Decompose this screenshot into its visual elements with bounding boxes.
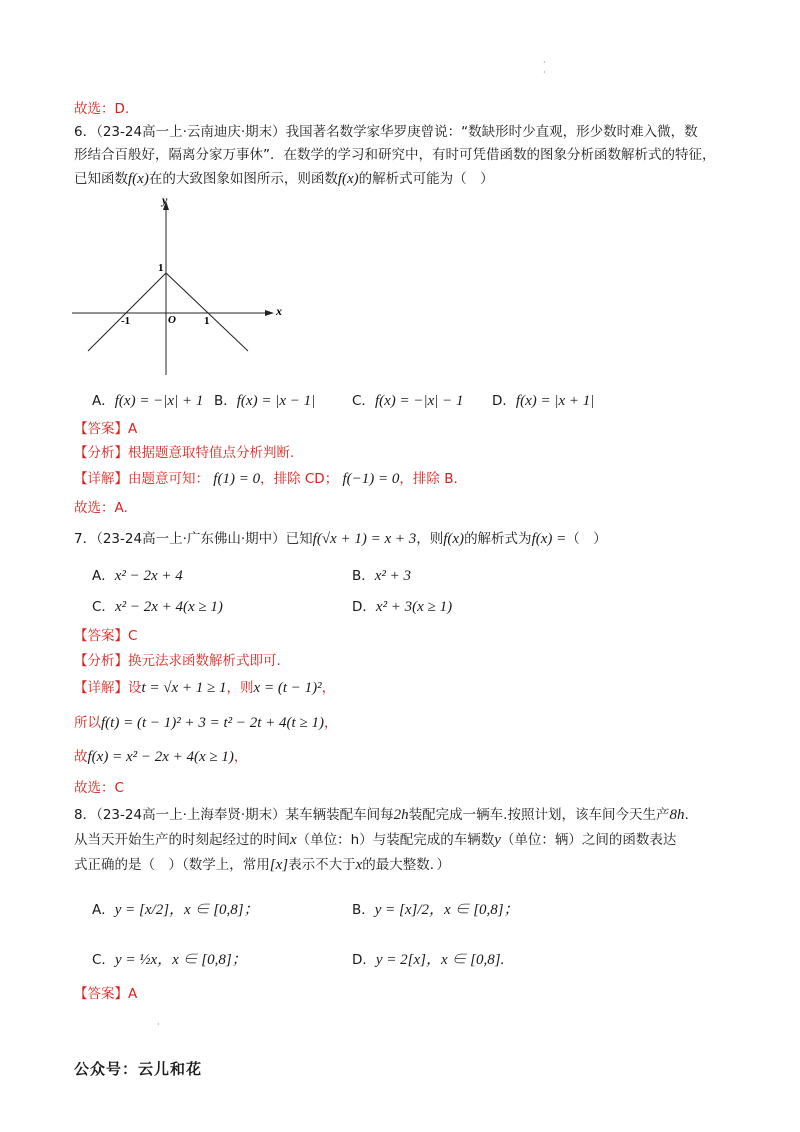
text: 【详解】 bbox=[74, 471, 128, 487]
math: f(x) = |x + 1| bbox=[515, 393, 595, 409]
x-axis-arrow bbox=[265, 310, 274, 316]
text: A． bbox=[92, 902, 115, 918]
math: t = √x + 1 ≥ 1 bbox=[141, 680, 227, 696]
text: 设 bbox=[128, 680, 142, 696]
math: x² + 3 bbox=[374, 568, 412, 584]
math: 8h bbox=[669, 807, 685, 823]
text: 由题意可知： bbox=[128, 471, 209, 487]
q6-detail bbox=[74, 467, 458, 488]
text: ，则 bbox=[226, 680, 254, 696]
text: ， bbox=[321, 680, 336, 696]
q8-option-d bbox=[352, 948, 504, 969]
math: 2h bbox=[393, 807, 409, 823]
text: B． bbox=[352, 902, 375, 918]
math: y bbox=[494, 832, 501, 848]
text: ，排除 CD； bbox=[260, 471, 339, 487]
text: 【答案】 bbox=[74, 986, 128, 1002]
math: x² − 2x + 4(x ≥ 1) bbox=[114, 599, 223, 615]
text: C． bbox=[92, 952, 115, 968]
q7-analysis bbox=[74, 649, 281, 669]
math: x bbox=[290, 832, 297, 848]
math: f(x) bbox=[337, 171, 359, 187]
text: 换元法求函数解析式即可. bbox=[128, 653, 281, 669]
q8-option-c bbox=[92, 948, 247, 969]
q8-option-a bbox=[92, 898, 259, 919]
text: 7．（23-24高一上·广东佛山·期中）已知 bbox=[74, 531, 313, 547]
text: B． bbox=[352, 568, 375, 584]
math: x² + 3(x ≥ 1) bbox=[375, 599, 453, 615]
function-graph bbox=[70, 195, 285, 380]
math: x = (t − 1)² bbox=[253, 680, 322, 696]
text: 的解析式可能为（ ） bbox=[358, 171, 494, 187]
q6-analysis bbox=[74, 441, 294, 461]
q7-option-d bbox=[352, 595, 452, 616]
text: 从当天开始生产的时刻起经过的时间 bbox=[74, 832, 290, 848]
q7-stem bbox=[74, 527, 607, 548]
text: 8．（23-24高一上·上海奉贤·期末）某车辆装配车间每 bbox=[74, 807, 394, 823]
q7-detail-line-3 bbox=[74, 745, 247, 766]
tick-neg1: -1 bbox=[121, 315, 131, 327]
math: f(x) = −|x| + 1 bbox=[114, 393, 204, 409]
text: C bbox=[128, 628, 138, 644]
text: 式正确的是（ ）（数学上，常用 bbox=[74, 857, 270, 873]
text: B． bbox=[214, 393, 237, 409]
text: ，排除 B. bbox=[399, 471, 458, 487]
text: （单位：辆）之间的函数表达 bbox=[500, 832, 677, 848]
prev-conclusion: 故选：D. bbox=[74, 101, 130, 117]
text: ， bbox=[233, 749, 248, 765]
text: （单位：h）与装配完成的车辆数 bbox=[296, 832, 495, 848]
text: 的最大整数．） bbox=[362, 857, 451, 873]
q8-answer bbox=[74, 982, 137, 1002]
origin-label: O bbox=[168, 314, 176, 326]
math: f(x) = x² − 2x + 4(x ≥ 1) bbox=[87, 749, 234, 765]
math: f(x) = −|x| − 1 bbox=[374, 393, 464, 409]
text: 在的大致图象如图所示，则函数 bbox=[148, 171, 338, 187]
q6-answer bbox=[74, 417, 137, 437]
text: C． bbox=[352, 393, 375, 409]
q8-stem-line-2 bbox=[74, 828, 676, 849]
text: 所以 bbox=[74, 715, 101, 731]
math: f(√x + 1) = x + 3 bbox=[312, 531, 417, 547]
math: f(−1) = 0 bbox=[342, 471, 400, 487]
math: [x] bbox=[269, 857, 289, 873]
text: 【答案】 bbox=[74, 628, 128, 644]
q6-stem-line-3 bbox=[74, 167, 494, 188]
text: 根据题意取特值点分析判断. bbox=[128, 445, 295, 461]
function-curve bbox=[88, 273, 248, 351]
math: y = [x]/2，x ∈ [0,8]； bbox=[374, 902, 519, 918]
tick-1-y: 1 bbox=[158, 262, 164, 274]
text: D． bbox=[352, 952, 376, 968]
q6-conclusion: 故选：A. bbox=[74, 500, 128, 516]
math: f(x) = |x − 1| bbox=[236, 393, 316, 409]
math: f(x) = bbox=[531, 531, 567, 547]
math: f(1) = 0 bbox=[213, 471, 261, 487]
text: A． bbox=[92, 568, 115, 584]
footer-account: 公众号：云儿和花 bbox=[74, 1060, 203, 1078]
q6-stem-line-1: 6．（23-24高一上·云南迪庆·期末）我国著名数学家华罗庚曾说：“数缺形时少直观，形少数时难入微，数 bbox=[74, 124, 698, 140]
q8-stem-line-3 bbox=[74, 853, 450, 874]
q6-option-d bbox=[492, 389, 594, 410]
text: 已知函数 bbox=[74, 171, 128, 187]
q6-option-c bbox=[352, 389, 464, 410]
q6-option-b bbox=[214, 389, 315, 410]
text: 装配完成一辆车.按照计划，该车间今天生产 bbox=[408, 807, 670, 823]
math: f(x) bbox=[128, 171, 149, 187]
text: A bbox=[128, 986, 138, 1002]
math: y = [x/2]，x ∈ [0,8]； bbox=[114, 902, 259, 918]
text: A． bbox=[92, 393, 115, 409]
q7-option-b bbox=[352, 564, 411, 585]
q7-conclusion: 故选：C bbox=[74, 780, 124, 796]
text: C． bbox=[92, 599, 115, 615]
math: x bbox=[355, 857, 363, 873]
text: D． bbox=[492, 393, 516, 409]
text: ，则 bbox=[416, 531, 444, 547]
x-axis-label: x bbox=[276, 304, 282, 318]
math: f(x) bbox=[443, 531, 465, 547]
math: x² − 2x + 4 bbox=[114, 568, 183, 584]
q6-stem-line-2: 形结合百般好，隔离分家万事休”．在数学的学习和研究中，有时可凭借函数的图象分析函数解析式的特征， bbox=[74, 147, 716, 163]
text: 表示不大于 bbox=[288, 857, 356, 873]
q7-option-a bbox=[92, 564, 183, 585]
text: ， bbox=[323, 715, 338, 731]
math: y = ½x，x ∈ [0,8]； bbox=[114, 952, 247, 968]
text: 【分析】 bbox=[74, 445, 128, 461]
q8-stem-line-1 bbox=[74, 803, 689, 824]
text: 【答案】 bbox=[74, 421, 128, 437]
math: y = 2[x]，x ∈ [0,8]. bbox=[375, 952, 505, 968]
text: D． bbox=[352, 599, 376, 615]
q7-answer bbox=[74, 624, 137, 644]
text: （ ） bbox=[566, 531, 607, 547]
y-axis-label: y bbox=[162, 195, 168, 207]
text: . bbox=[684, 807, 689, 823]
text: 【详解】 bbox=[74, 680, 128, 696]
q7-detail bbox=[74, 676, 335, 697]
q6-option-a bbox=[92, 389, 203, 410]
text: 故 bbox=[74, 749, 88, 765]
stray-dot: · bbox=[543, 68, 546, 77]
stray-dot: · bbox=[543, 58, 546, 67]
text: 【分析】 bbox=[74, 653, 128, 669]
stray-dot: · bbox=[157, 1020, 160, 1029]
text: 的解析式为 bbox=[464, 531, 532, 547]
text: A bbox=[128, 421, 138, 437]
q7-detail-line-2 bbox=[74, 711, 337, 732]
tick-1-x: 1 bbox=[204, 315, 210, 327]
math: f(t) = (t − 1)² + 3 = t² − 2t + 4(t ≥ 1) bbox=[101, 715, 324, 731]
q7-option-c bbox=[92, 595, 223, 616]
q8-option-b bbox=[352, 898, 519, 919]
